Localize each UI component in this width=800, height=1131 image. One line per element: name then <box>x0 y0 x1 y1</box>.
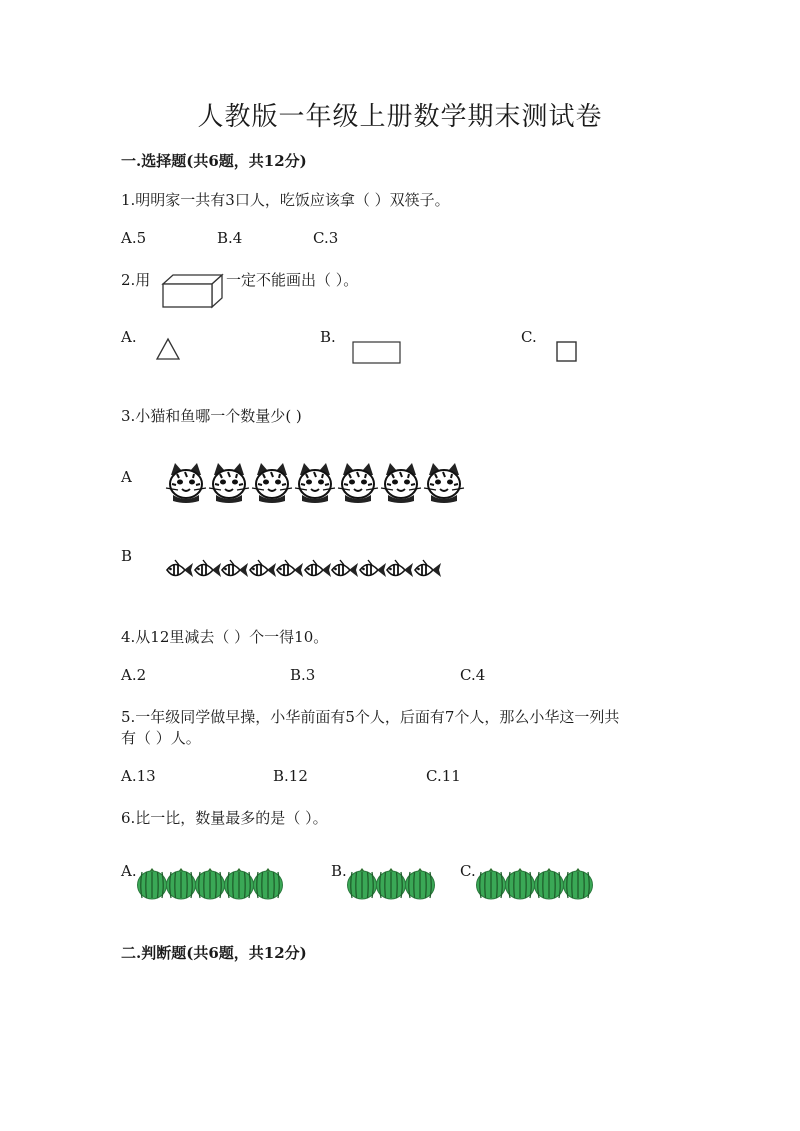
rectangle-icon <box>352 341 402 365</box>
watermelon-icon <box>562 866 594 900</box>
cuboid-icon <box>160 272 224 310</box>
watermelon-icon <box>136 866 168 900</box>
question-3-text: 3.小猫和鱼哪一个数量少( ) <box>121 407 302 425</box>
cat-icon <box>337 461 379 505</box>
question-4-option-b[interactable]: B.3 <box>290 666 316 684</box>
fish-icon <box>385 556 415 584</box>
question-6-text: 6.比一比，数量最多的是（ ）。 <box>121 809 328 827</box>
watermelon-icon <box>475 866 507 900</box>
question-4-option-a[interactable]: A.2 <box>121 666 147 684</box>
question-2-option-c[interactable]: C. <box>521 328 537 346</box>
fish-icon <box>275 556 305 584</box>
watermelon-icon <box>223 866 255 900</box>
cat-row <box>165 461 475 505</box>
section-heading-judgement: 二.判断题(共6题，共12分) <box>121 944 307 962</box>
question-2-prefix: 2.用 <box>121 271 151 289</box>
question-2-suffix: 一定不能画出（ ）。 <box>226 271 359 289</box>
page-title: 人教版一年级上册数学期末测试卷 <box>197 102 603 132</box>
fish-icon <box>220 556 250 584</box>
fish-icon <box>303 556 333 584</box>
cat-icon <box>380 461 422 505</box>
triangle-icon <box>156 338 180 360</box>
cat-icon <box>208 461 250 505</box>
watermelon-group-c <box>475 866 605 900</box>
fish-row <box>165 556 445 586</box>
cat-icon <box>423 461 465 505</box>
question-4-text: 4.从12里减去（ ）个一得10。 <box>121 628 329 646</box>
question-1-option-b[interactable]: B.4 <box>217 229 243 247</box>
question-6-option-a[interactable]: A. <box>121 862 137 880</box>
question-5-option-b[interactable]: B.12 <box>273 767 308 785</box>
question-3-row-a-label[interactable]: A <box>121 468 132 486</box>
cat-icon <box>251 461 293 505</box>
question-5-line-2: 有（ ）人。 <box>121 729 201 747</box>
question-2-option-a[interactable]: A. <box>121 328 137 346</box>
question-5-option-a[interactable]: A.13 <box>121 767 156 785</box>
cat-icon <box>294 461 336 505</box>
watermelon-icon <box>375 866 407 900</box>
watermelon-icon <box>504 866 536 900</box>
question-5-option-c[interactable]: C.11 <box>426 767 461 785</box>
question-1-option-a[interactable]: A.5 <box>121 229 147 247</box>
question-1-text: 1.明明家一共有3口人，吃饭应该拿（ ）双筷子。 <box>121 191 450 209</box>
question-3-row-b-label[interactable]: B <box>121 547 133 565</box>
fish-icon <box>358 556 388 584</box>
watermelon-icon <box>533 866 565 900</box>
watermelon-group-a <box>136 866 296 900</box>
fish-icon <box>165 556 195 584</box>
fish-icon <box>193 556 223 584</box>
watermelon-icon <box>346 866 378 900</box>
question-4-option-c[interactable]: C.4 <box>460 666 486 684</box>
fish-icon <box>413 556 443 584</box>
fish-icon <box>248 556 278 584</box>
fish-icon <box>330 556 360 584</box>
question-2-option-b[interactable]: B. <box>320 328 336 346</box>
watermelon-icon <box>165 866 197 900</box>
watermelon-icon <box>194 866 226 900</box>
question-5-line-1: 5.一年级同学做早操，小华前面有5个人，后面有7个人，那么小华这一列共 <box>121 708 620 726</box>
question-1-option-c[interactable]: C.3 <box>313 229 339 247</box>
watermelon-group-b <box>346 866 446 900</box>
question-6-option-b[interactable]: B. <box>331 862 347 880</box>
question-6-option-c[interactable]: C. <box>460 862 476 880</box>
watermelon-icon <box>252 866 284 900</box>
square-icon <box>556 341 578 363</box>
watermelon-icon <box>404 866 436 900</box>
section-heading-choice: 一.选择题(共6题，共12分) <box>121 152 307 170</box>
cat-icon <box>165 461 207 505</box>
